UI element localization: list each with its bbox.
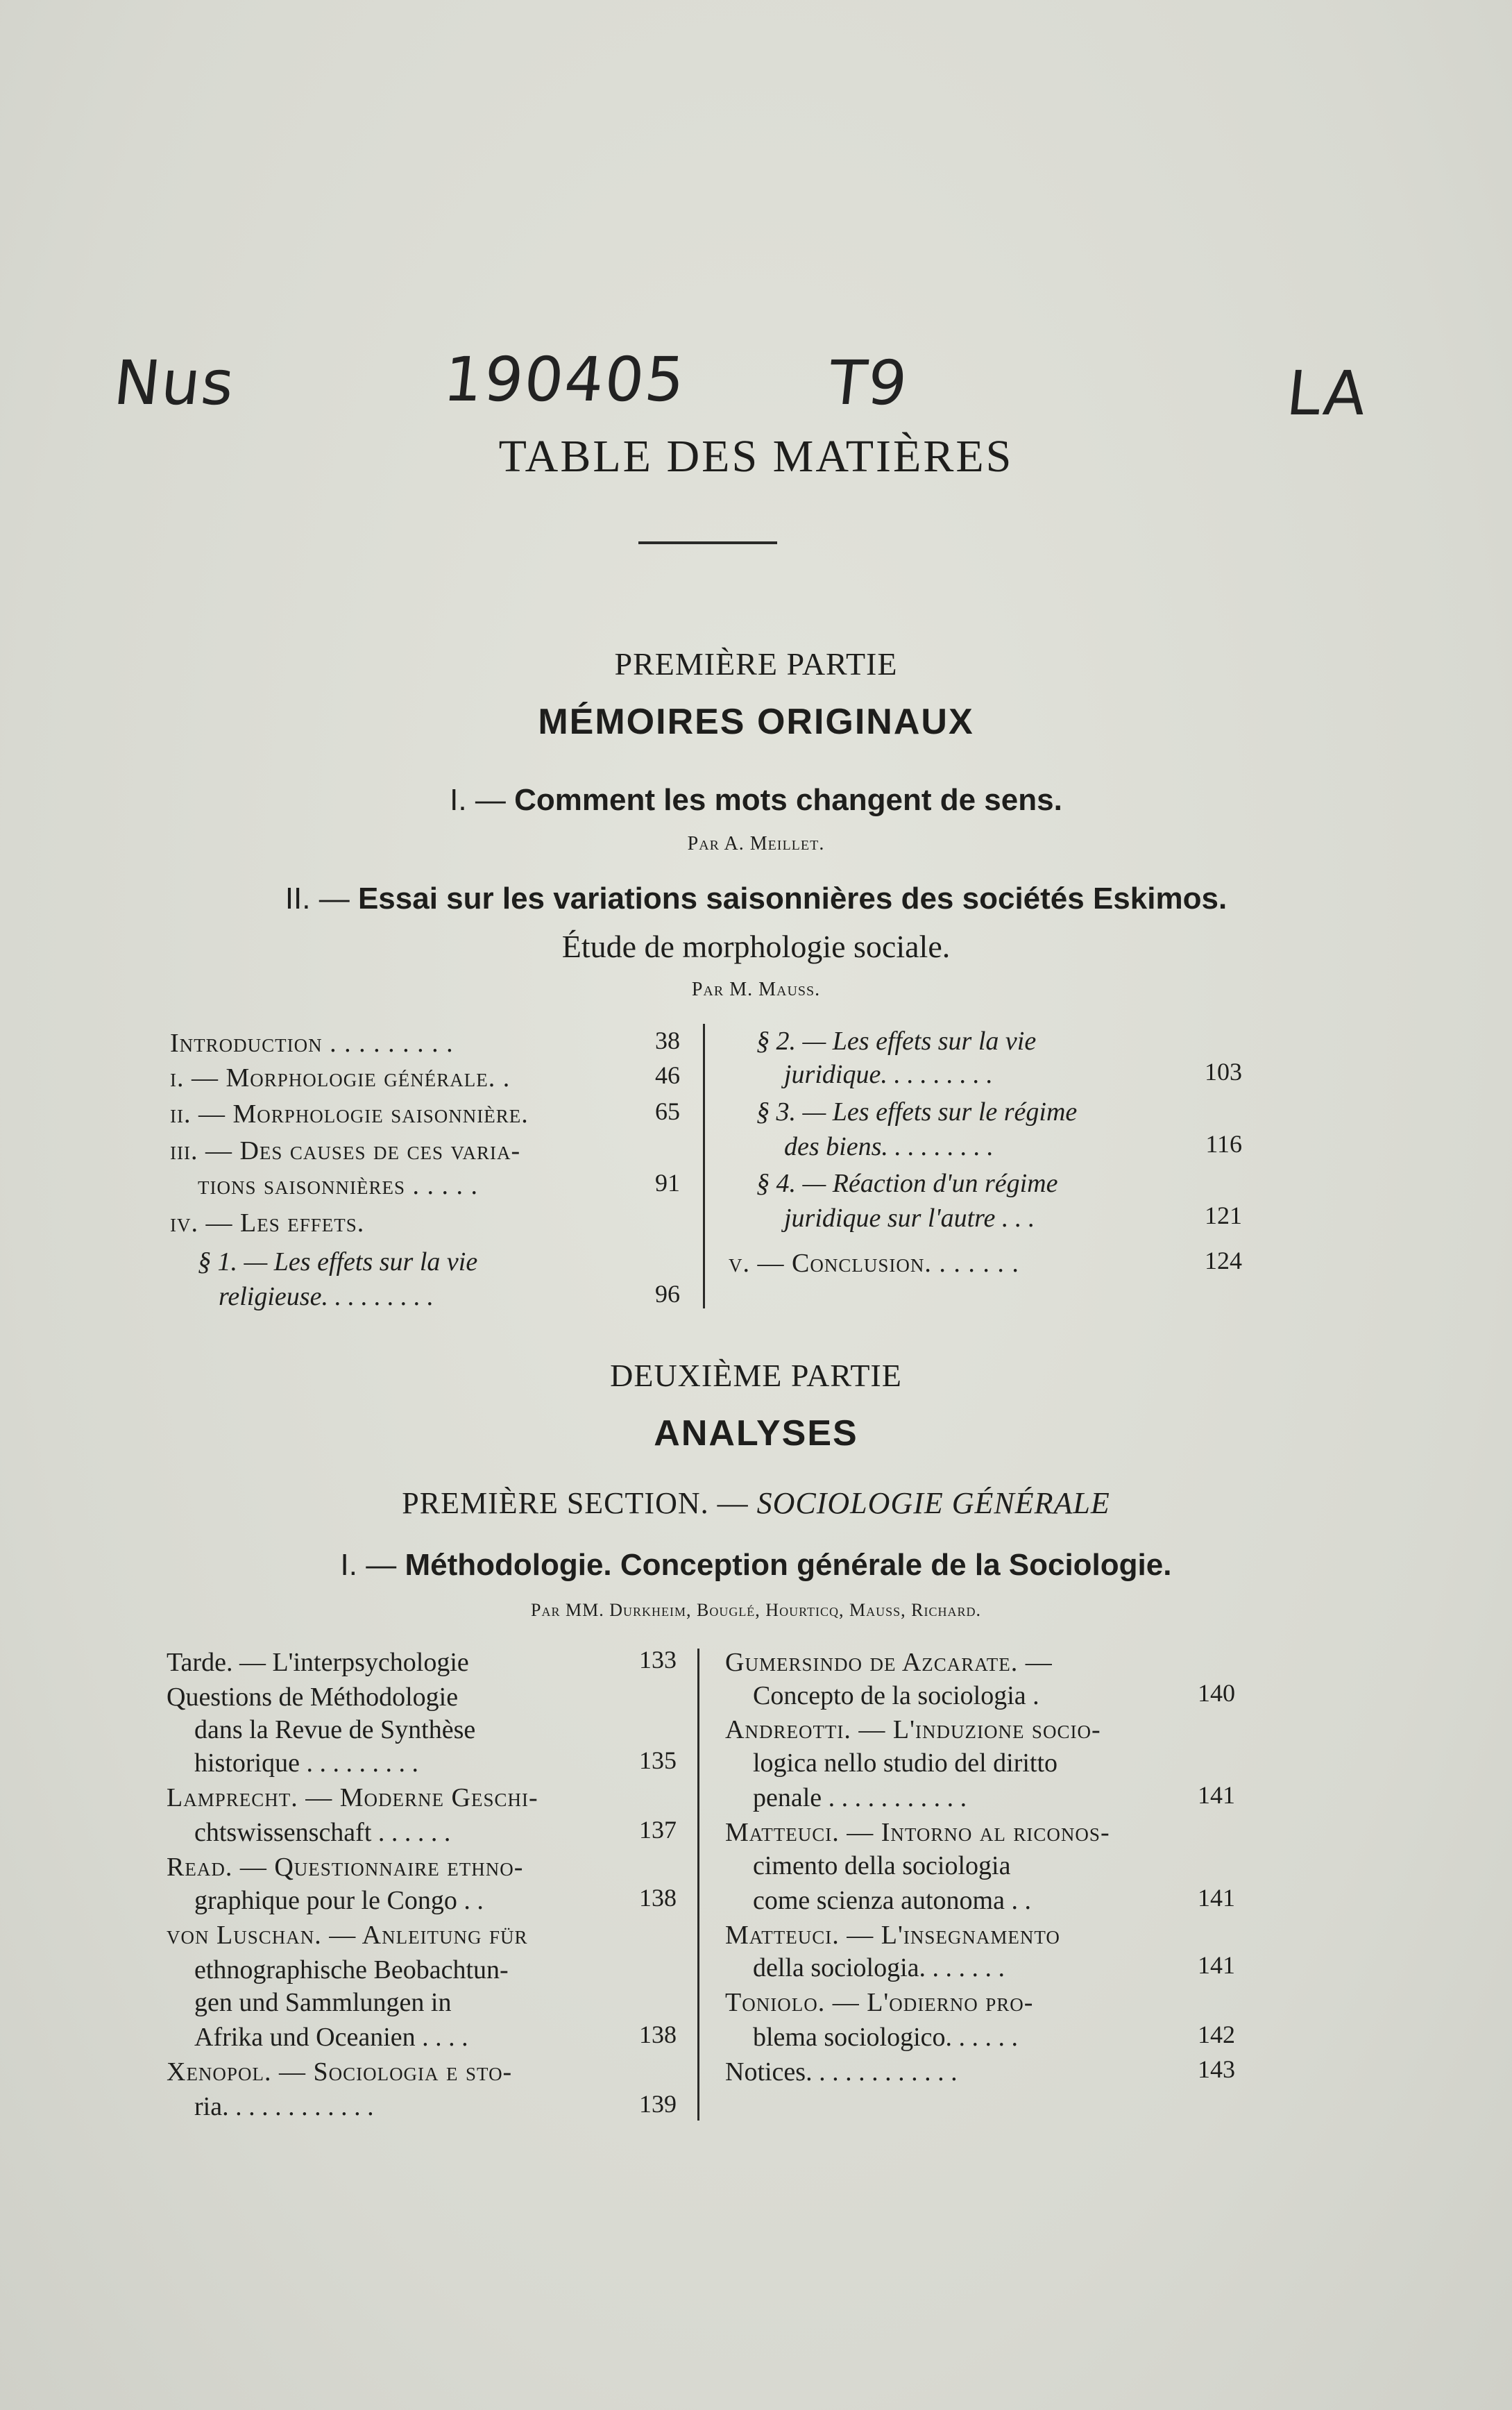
toc-entry: historique . . . . . . . . . [194,1748,418,1778]
toc-entry: juridique sur l'autre . . . [784,1204,1035,1233]
part1-label: PREMIÈRE PARTIE [614,646,898,682]
handwritten-mark-right: LA [1283,357,1371,429]
toc-entry: penale . . . . . . . . . . . [753,1783,967,1812]
toc-page: 141 [1198,1781,1235,1809]
toc-entry: dans la Revue de Synthèse [194,1715,476,1744]
toc-entry: § 4. — Réaction d'un régime [756,1169,1058,1198]
toc-entry: graphique pour le Congo . . [194,1886,484,1915]
toc-entry: gen und Sammlungen in [194,1988,452,2017]
memoir2-title: Essai sur les variations saisonnières des sociétés Eskimos. [357,882,1228,916]
chapter-title: Méthodologie. Conception générale de la Sociologie. [405,1548,1172,1582]
memoir2-num: II. — [284,882,350,916]
section-name: SOCIOLOGIE GÉNÉRALE [756,1486,1110,1520]
toc-entry: come scienza autonoma . . [753,1886,1031,1915]
title-rule [638,541,777,544]
toc-entry: iv. — Les effets. [170,1208,365,1238]
toc-page: 121 [1205,1202,1242,1229]
toc-entry: Gumersindo de Azcarate. — [725,1648,1053,1677]
toc-entry: juridique. . . . . . . . . [784,1060,993,1089]
toc-entry: Andreotti. — L'induzione socio- [725,1715,1101,1744]
toc-entry: Notices. . . . . . . . . . . . [725,2057,958,2087]
part1-heading: MÉMOIRES ORIGINAUX [538,702,974,742]
memoir2-line [0,882,1512,916]
toc-entry: Tarde. — L'interpsychologie [167,1648,469,1677]
memoir1-title: Comment les mots changent de sens. [514,783,1062,817]
toc-page: 141 [1198,1951,1235,1979]
part1-column-divider [703,1024,705,1308]
toc-entry: § 3. — Les effets sur le régime [756,1097,1078,1127]
toc-page: 138 [639,2021,677,2048]
toc-entry: Introduction . . . . . . . . . [170,1029,454,1058]
toc-page: 139 [639,2090,677,2118]
toc-entry: blema sociologico. . . . . . [753,2023,1019,2052]
toc-entry: Afrika und Oceanien . . . . [194,2023,468,2052]
toc-entry: Questions de Méthodologie [167,1683,459,1712]
toc-entry: ii. — Morphologie saisonnière. [170,1099,529,1129]
handwritten-date: 190405 [440,344,690,415]
part2-column-divider [697,1649,699,2121]
memoir2-author: Par M. Mauss. [691,979,821,1000]
memoir2-subtitle: Étude de morphologie sociale. [561,929,951,964]
chapter-num: I. — [340,1548,397,1582]
toc-entry: chtswissenschaft . . . . . . [194,1818,451,1847]
toc-page: 124 [1205,1247,1242,1274]
toc-entry: ria. . . . . . . . . . . . [194,2092,374,2121]
toc-entry: Xenopol. — Sociologia e sto- [167,2057,513,2087]
toc-page: 135 [639,1746,677,1774]
toc-entry: Toniolo. — L'odierno pro- [725,1988,1034,2017]
toc-entry: Lamprecht. — Moderne Geschi- [167,1783,538,1812]
toc-entry: religieuse. . . . . . . . . [219,1282,434,1311]
toc-entry: logica nello studio del diritto [753,1748,1058,1778]
chapter-authors: Par MM. Durkheim, Bouglé, Hourticq, Mauss, Richard. [531,1600,981,1620]
toc-page: 116 [1205,1130,1242,1158]
toc-page: 137 [639,1816,677,1844]
toc-page: 38 [655,1027,680,1054]
toc-entry: des biens. . . . . . . . . [784,1132,994,1161]
toc-entry: von Luschan. — Anleitung für [167,1921,528,1950]
toc-page: 91 [655,1169,680,1197]
handwritten-mark-left: Nus [110,347,239,419]
toc-page: 96 [655,1280,680,1308]
toc-page: 46 [655,1061,680,1089]
toc-entry: Matteuci. — Intorno al riconos- [725,1818,1110,1847]
memoir1-line [0,783,1512,818]
toc-entry: della sociologia. . . . . . . [753,1953,1005,1982]
toc-page: 140 [1198,1679,1235,1707]
toc-page: 133 [639,1646,677,1674]
toc-entry: § 1. — Les effets sur la vie [198,1247,478,1276]
toc-entry: Read. — Questionnaire ethno- [167,1853,524,1882]
toc-entry: ethnographische Beobachtun- [194,1955,509,1985]
toc-entry: v. — Conclusion. . . . . . . [729,1249,1019,1278]
memoir1-num: I. — [450,783,506,817]
toc-entry: iii. — Des causes de ces varia- [170,1136,521,1165]
toc-entry: i. — Morphologie générale. . [170,1063,511,1093]
toc-entry: Concepto de la sociologia . [753,1681,1039,1710]
toc-page: 141 [1198,1884,1235,1912]
memoir1-author: Par A. Meillet. [687,833,825,854]
toc-entry: § 2. — Les effets sur la vie [756,1027,1037,1056]
part2-heading: ANALYSES [654,1413,858,1453]
toc-page: 142 [1198,2021,1235,2048]
handwritten-mark-center: T9 [825,347,912,419]
toc-page: 138 [639,1884,677,1912]
chapter-line [0,1548,1512,1583]
page-title: TABLE DES MATIÈRES [498,431,1014,482]
section-heading [0,1485,1512,1521]
section-prefix: PREMIÈRE SECTION. — [402,1486,749,1520]
part2-label: DEUXIÈME PARTIE [610,1358,902,1393]
toc-page: 143 [1198,2055,1235,2083]
toc-entry: cimento della sociologia [753,1851,1011,1880]
toc-entry: Matteuci. — L'insegnamento [725,1921,1060,1950]
toc-page: 65 [655,1097,680,1125]
toc-page: 103 [1205,1058,1242,1086]
toc-entry: tions saisonnières . . . . . [198,1171,479,1200]
